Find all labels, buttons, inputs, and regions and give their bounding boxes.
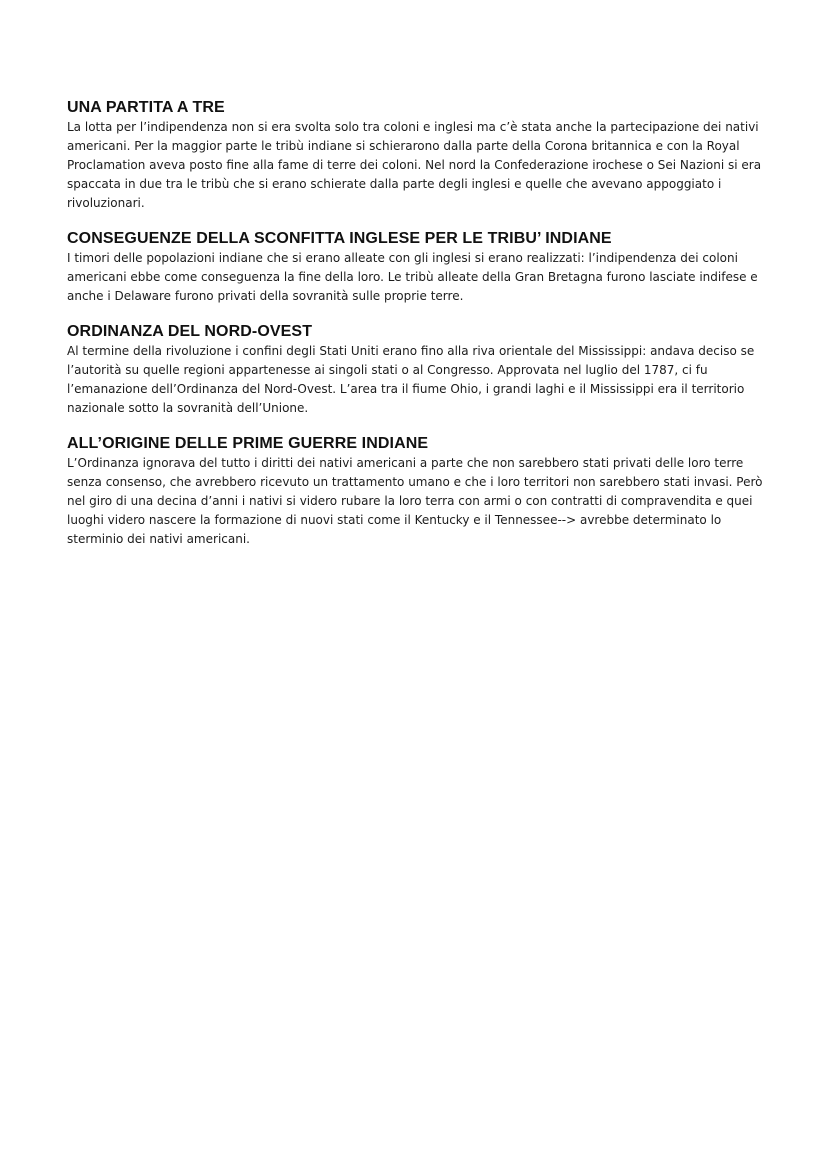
section-origine-guerre-indiane xyxy=(67,434,777,549)
section-paragraph: Al termine della rivoluzione i confini degli Stati Uniti erano fino alla riva orientale del Mississippi: andava deciso se l’autorità su quelle regioni appartenesse ai singoli stati o al Congresso. Approvata nel luglio del 1787, ci fu l’emanazione dell’Ordinanza del Nord-Ovest. L’area tra il fiume Ohio, i grandi laghi e il Mississippi era il territorio nazionale sotto la sovranità dell’Unione. xyxy=(67,344,755,415)
document-content xyxy=(67,98,777,565)
section-una-partita-a-tre xyxy=(67,98,777,213)
section-paragraph: L’Ordinanza ignorava del tutto i diritti dei nativi americani a parte che non sarebbero stati privati delle loro terre senza consenso, che avrebbero ricevuto un trattamento umano e che i loro territori non sarebbero stati invasi. Però nel giro di una decina d’anni i nativi si videro rubare la loro terra con armi o con contratti di compravendita e quei luoghi videro nascere la formazione di nuovi stati come il Kentucky e il Tennessee--> avrebbe determinato lo sterminio dei nativi americani. xyxy=(67,456,763,546)
section-heading: ALL’ORIGINE DELLE PRIME GUERRE INDIANE xyxy=(67,435,429,452)
section-conseguenze-sconfitta xyxy=(67,229,777,306)
section-paragraph: I timori delle popolazioni indiane che si erano alleate con gli inglesi si erano realizzati: l’indipendenza dei coloni americani ebbe come conseguenza la fine della loro. Le tribù alleate della Gran Bretagna furono lasciate indifese e anche i Delaware furono privati della sovranità sulle proprie terre. xyxy=(67,251,758,303)
section-heading: UNA PARTITA A TRE xyxy=(67,99,225,116)
section-paragraph: La lotta per l’indipendenza non si era svolta solo tra coloni e inglesi ma c’è stata anche la partecipazione dei nativi americani. Per la maggior parte le tribù indiane si schierarono dalla parte della Corona britannica e con la Royal Proclamation aveva posto fine alla fame di terre dei coloni. Nel nord la Confederazione irochese o Sei Nazioni si era spaccata in due tra le tribù che si erano schierate dalla parte degli inglesi e quelle che avevano appoggiato i rivoluzionari. xyxy=(67,120,762,210)
section-ordinanza-nord-ovest xyxy=(67,322,777,418)
section-heading: CONSEGUENZE DELLA SCONFITTA INGLESE PER LE TRIBU’ INDIANE xyxy=(67,230,612,247)
section-heading: ORDINANZA DEL NORD-OVEST xyxy=(67,323,313,340)
